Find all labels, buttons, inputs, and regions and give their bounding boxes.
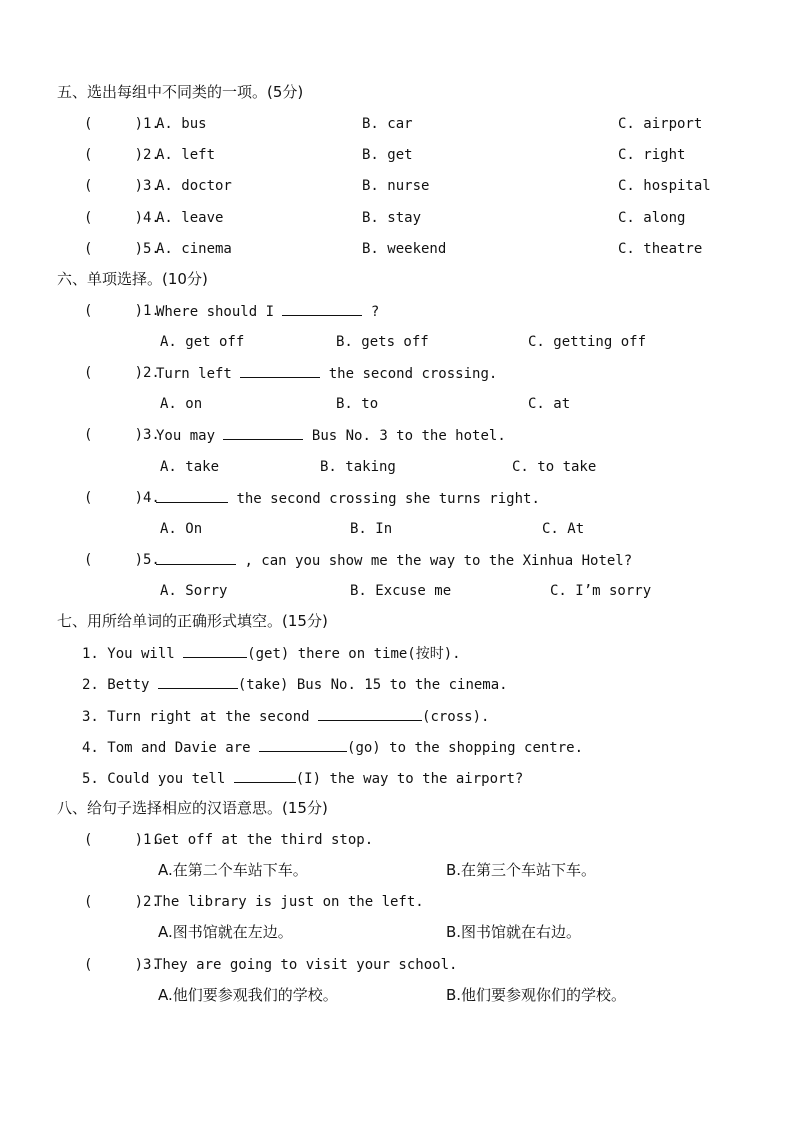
blank[interactable] [234, 769, 296, 783]
option-c: C. theatre [618, 241, 703, 257]
answer-bracket[interactable]: ( )4. [84, 210, 160, 226]
option-b: B.他们要参观你们的学校。 [446, 986, 627, 1004]
sentence-text: 4. Tom and Davie are [82, 740, 251, 756]
option-c: C. at [528, 396, 571, 412]
question-1 [156, 302, 379, 321]
question-3 [156, 426, 506, 445]
option-b: B. stay [362, 210, 422, 226]
fill-item-3 [82, 707, 489, 726]
option-b: B. In [350, 521, 393, 537]
sentence-text: (go) to the shopping centre. [347, 740, 584, 756]
sentence-text: (take) Bus No. 15 to the cinema. [237, 677, 508, 693]
option-c: C. airport [618, 116, 703, 132]
sentence-text: 5. Could you tell [82, 771, 226, 787]
answer-bracket[interactable]: ( )1. [84, 832, 160, 848]
question-text: You may [156, 428, 216, 444]
option-a: A. on [160, 396, 203, 412]
question-text: the second crossing she turns right. [236, 491, 540, 507]
blank[interactable] [158, 675, 238, 689]
option-a: A. take [160, 459, 220, 475]
option-b: B.在第三个车站下车。 [446, 861, 597, 879]
option-c: C. along [618, 210, 686, 226]
blank[interactable] [318, 707, 422, 721]
option-b: B. car [362, 116, 413, 132]
option-c: C. right [618, 147, 686, 163]
option-b: B. gets off [336, 334, 429, 350]
answer-bracket[interactable]: ( )2. [84, 147, 160, 163]
option-a: A. left [156, 147, 216, 163]
option-a: A.在第二个车站下车。 [158, 861, 308, 879]
question-text: the second crossing. [328, 366, 498, 382]
option-b: B. Excuse me [350, 583, 452, 599]
blank[interactable] [183, 644, 247, 658]
option-a: A. On [160, 521, 203, 537]
question-text: Bus No. 3 to the hotel. [311, 428, 506, 444]
option-a: A. leave [156, 210, 224, 226]
section-8-title: 八、给句子选择相应的汉语意思。(15分) [57, 799, 328, 817]
answer-bracket[interactable]: ( )5. [84, 552, 160, 568]
option-a: A.图书馆就在左边。 [158, 923, 293, 941]
option-a: A. doctor [156, 178, 232, 194]
sentence-text: (cross). [422, 709, 490, 725]
answer-bracket[interactable]: ( )2. [84, 365, 160, 381]
blank[interactable] [156, 551, 236, 565]
fill-item-5 [82, 769, 523, 788]
section-5-title: 五、选出每组中不同类的一项。(5分) [57, 83, 304, 101]
sentence-text: 1. You will [82, 646, 175, 662]
option-b: B.图书馆就在右边。 [446, 923, 582, 941]
question-4 [156, 489, 540, 508]
option-c: C. to take [512, 459, 597, 475]
fill-item-1 [82, 644, 461, 663]
blank[interactable] [282, 302, 362, 316]
option-a: A. Sorry [160, 583, 228, 599]
option-a: A. cinema [156, 241, 232, 257]
sentence-text: (I) the way to the airport? [295, 771, 524, 787]
english-sentence: Get off at the third stop. [154, 832, 374, 848]
option-a: A. bus [156, 116, 207, 132]
answer-bracket[interactable]: ( )3. [84, 957, 160, 973]
question-5 [156, 551, 632, 570]
blank[interactable] [156, 489, 228, 503]
question-text: , can you show me the way to the Xinhua Hotel? [244, 553, 633, 569]
option-c: C. I’m sorry [550, 583, 652, 599]
question-text: Where should I [156, 304, 275, 320]
question-text: Turn left [156, 366, 232, 382]
option-b: B. nurse [362, 178, 430, 194]
option-c: C. hospital [618, 178, 711, 194]
answer-bracket[interactable]: ( )3. [84, 427, 160, 443]
answer-bracket[interactable]: ( )4. [84, 490, 160, 506]
sentence-text: (get) there on time(按时). [247, 646, 461, 662]
sentence-text: 2. Betty [82, 677, 150, 693]
section-6-title: 六、单项选择。(10分) [57, 270, 208, 288]
fill-item-4 [82, 738, 583, 757]
option-b: B. get [362, 147, 413, 163]
option-b: B. taking [320, 459, 396, 475]
question-text: ? [370, 304, 380, 320]
answer-bracket[interactable]: ( )3. [84, 178, 160, 194]
option-a: A.他们要参观我们的学校。 [158, 986, 338, 1004]
blank[interactable] [223, 426, 303, 440]
blank[interactable] [259, 738, 347, 752]
option-c: C. getting off [528, 334, 647, 350]
fill-item-2 [82, 675, 508, 694]
answer-bracket[interactable]: ( )2. [84, 894, 160, 910]
answer-bracket[interactable]: ( )1. [84, 303, 160, 319]
english-sentence: The library is just on the left. [154, 894, 424, 910]
question-2 [156, 364, 497, 383]
option-c: C. At [542, 521, 585, 537]
answer-bracket[interactable]: ( )5. [84, 241, 160, 257]
blank[interactable] [240, 364, 320, 378]
sentence-text: 3. Turn right at the second [82, 709, 310, 725]
option-b: B. to [336, 396, 379, 412]
section-7-title: 七、用所给单词的正确形式填空。(15分) [57, 612, 328, 630]
english-sentence: They are going to visit your school. [154, 957, 458, 973]
option-b: B. weekend [362, 241, 447, 257]
option-a: A. get off [160, 334, 245, 350]
answer-bracket[interactable]: ( )1. [84, 116, 160, 132]
